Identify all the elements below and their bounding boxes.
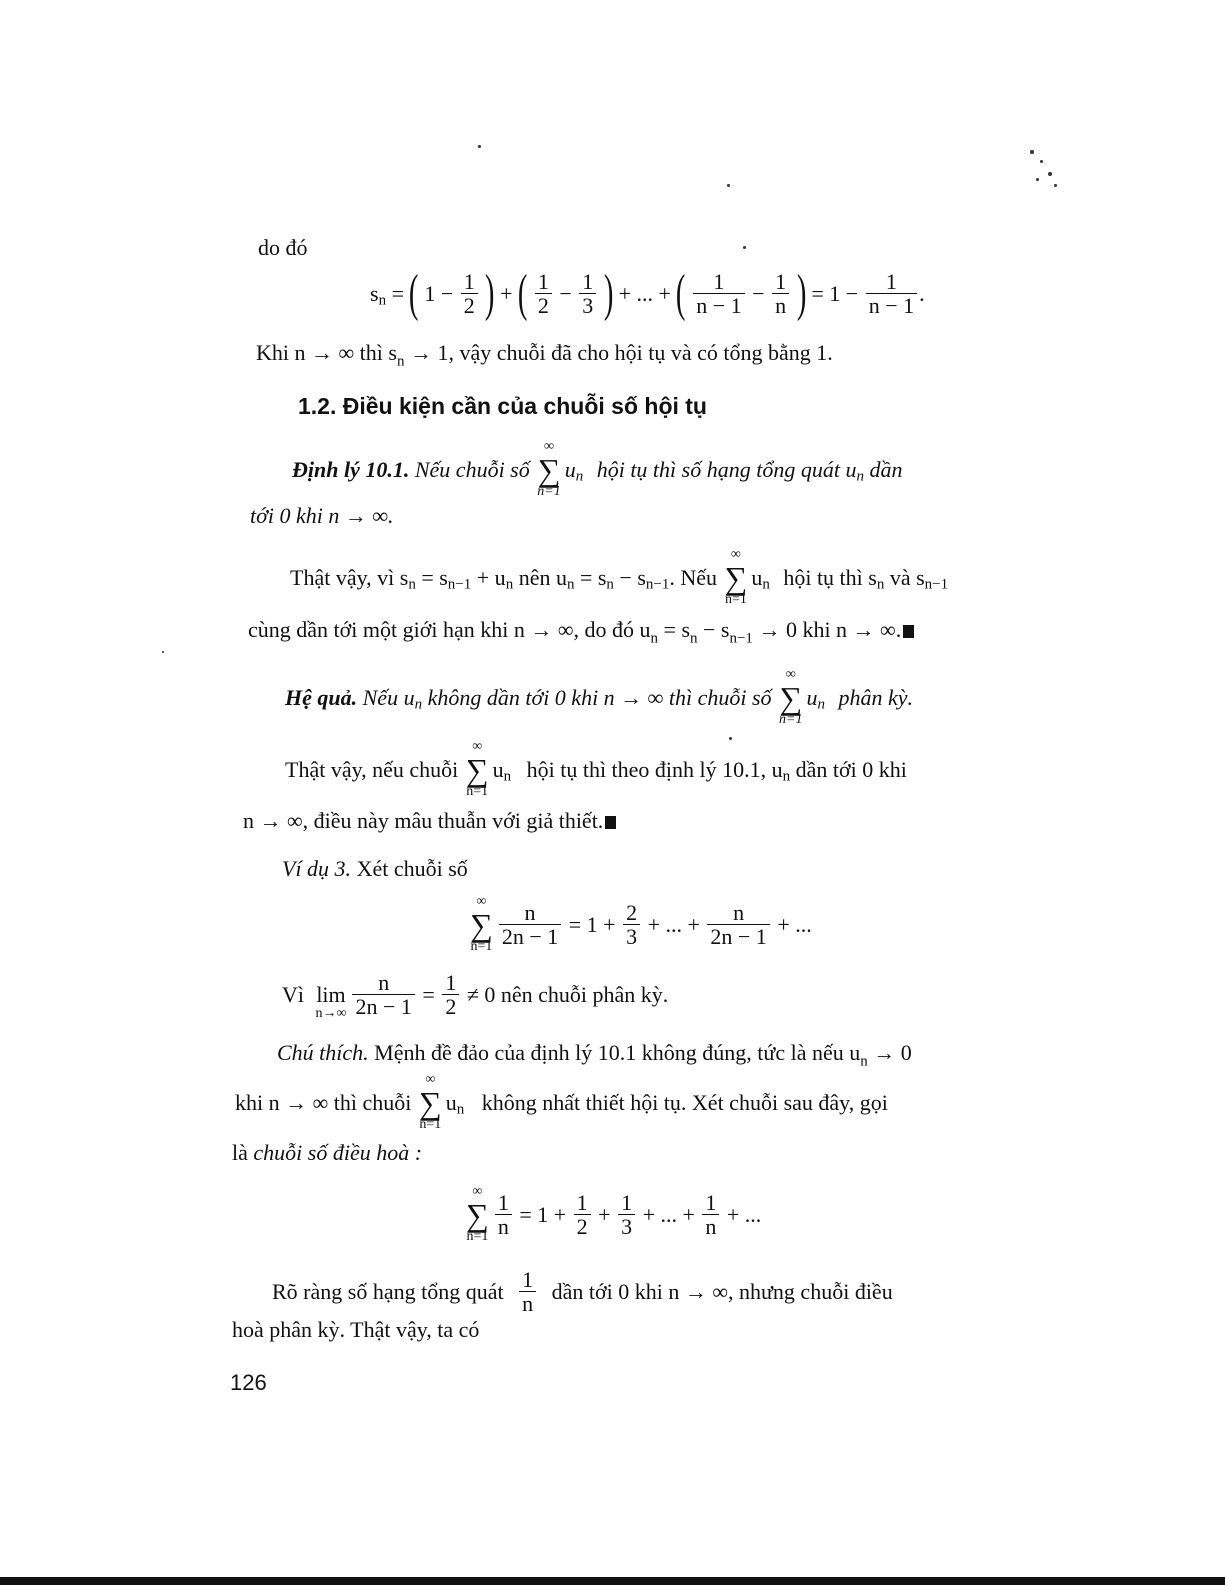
page-number: 126	[230, 1370, 267, 1395]
proof-2-line-1: Thật vậy, nếu chuỗi ∞ ∑ n=1 $u_n$ hội tụ thì theo định lý 10.1, $u_n$ dần tới 0 khi	[285, 739, 907, 799]
proof-1-line-1: Thật vậy, vì $s_n = s_{n-1} + u_n$ nên $u_n = s_n - s_{n-1}$. Nếu ∞ ∑ n=1 $u_n$ hội tụ thì $s_n$ và $s_{n-1}$	[290, 547, 949, 607]
last-paragraph-line-1: Rõ ràng số hạng tổng quát $\frac{1}{n}$ dần tới 0 khi n → ∞, nhưng chuỗi điều	[272, 1267, 893, 1317]
scan-bottom-edge	[0, 1577, 1225, 1585]
theorem-line-2: tới 0 khi n → ∞.	[250, 503, 394, 528]
section-heading: 1.2. Điều kiện cần của chuỗi số hội tụ	[298, 393, 707, 419]
harmonic-series: ∞ ∑ n=1 $\frac{1}{n}$ = 1 + $\frac{1}{2}$ + $\frac{1}{3}$ + ... + $\frac{1}{n}$ + ...	[466, 1184, 762, 1244]
example-3-series: ∞ ∑ n=1 $\frac{n}{2n - 1}$ = 1 + $\frac{2}{3}$ + ... + $\frac{n}{2n - 1}$ + ...	[470, 894, 812, 954]
sn-formula: $s_n$ = ( 1 − $\frac{1}{2}$ ) + ( $\frac{1}{2}$ − $\frac{1}{3}$ ) + ... + ( $\frac{1}{n - 1}$ − $\frac{1}{n}$ ) = 1 − $\frac{1}{n - 1}$ .	[370, 265, 925, 322]
proof-1-line-2: cùng dần tới một giới hạn khi n → ∞, do đó $u_n = s_n - s_{n-1} \to 0$ khi n → ∞.	[248, 617, 914, 647]
remark-line-1: Chú thích. Mệnh đề đảo của định lý 10.1 không đúng, tức là nếu $u_n \to 0$	[277, 1040, 912, 1070]
qed-square-icon	[605, 816, 616, 829]
last-paragraph-line-2: hoà phân kỳ. Thật vậy, ta có	[232, 1317, 480, 1342]
limit-line: Vì lim n→∞ $\frac{n}{2n - 1}$ = $\frac{1}{2}$ ≠ 0 nên chuỗi phân kỳ.	[282, 969, 669, 1021]
sum-symbol: ∞ ∑ n=1	[537, 439, 561, 499]
theorem-10-1: Định lý 10.1. Nếu chuỗi số ∞ ∑ n=1 $u_n$ hội tụ thì số hạng tổng quát $u_n$ dần	[292, 439, 903, 499]
proof-2-line-2: n → ∞, điều này mâu thuẫn với giả thiết.	[243, 808, 616, 834]
qed-square-icon	[903, 625, 914, 638]
corollary: Hệ quả. Nếu $u_n$ không dần tới 0 khi n → ∞ thì chuỗi số ∞ ∑ n=1 $u_n$ phân kỳ.	[285, 667, 914, 727]
example-3-heading: Ví dụ 3. Xét chuỗi số	[282, 856, 468, 881]
remark-line-2: khi n → ∞ thì chuỗi ∞ ∑ n=1 $u_n$ không nhất thiết hội tụ. Xét chuỗi sau đây, gọi	[235, 1072, 888, 1132]
convergence-sentence: Khi n → ∞ thì $s_n \to 1$, vậy chuỗi đã cho hội tụ và có tổng bằng 1.	[256, 340, 833, 370]
intro-text: do đó	[258, 235, 308, 260]
remark-line-3: là chuỗi số điều hoà :	[232, 1140, 423, 1165]
